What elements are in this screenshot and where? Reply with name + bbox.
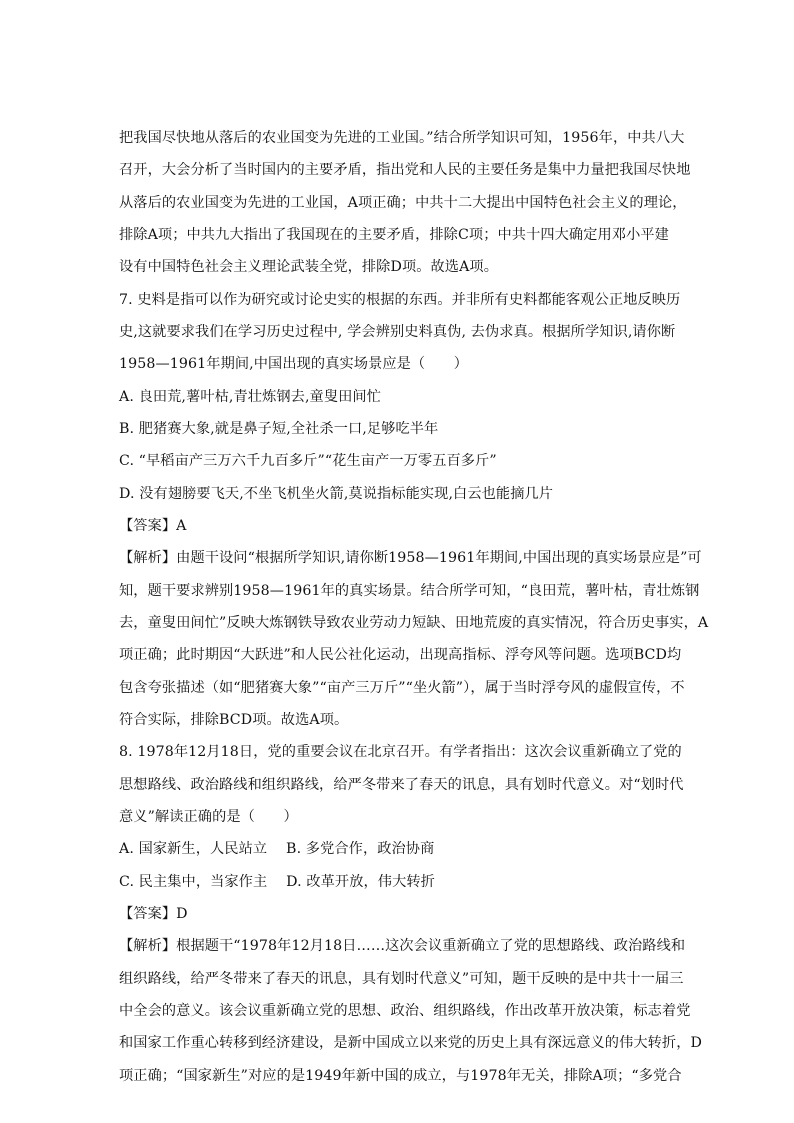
options-a-b: A. 国家新生，人民站立 B. 多党合作，政治协商 <box>119 841 435 857</box>
text-line: 思想路线、政治路线和组织路线，给严冬带来了春天的讯息，具有划时代意义。对“划时代 <box>119 777 684 793</box>
option-d: D. 没有翅膀要飞天,不坐飞机坐火箭,莫说指标能实现,白云也能摘几片 <box>119 486 554 502</box>
text-line: 召开，大会分析了当时国内的主要矛盾，指出党和人民的主要任务是集中力量把我国尽快地 <box>119 162 691 178</box>
answer-8: 【答案】D <box>119 906 188 922</box>
question-7-stem: 7. 史料是指可以作为研究或讨论史实的根据的东西。并非所有史料都能客观公正地反映历 <box>119 292 681 308</box>
option-b: B. 肥猪赛大象,就是鼻子短,全社杀一口,足够吃半年 <box>119 421 439 437</box>
option-c: C. “早稻亩产三万六千九百多斤”“花生亩产一万零五百多斤” <box>119 453 497 469</box>
options-c-d: C. 民主集中，当家作主 D. 改革开放，伟大转折 <box>119 874 435 890</box>
answer-7: 【答案】A <box>119 518 187 534</box>
text-line: 知，题干要求辨别1958—1961年的真实场景。结合所学可知，“良田荒，薯叶枯，青壮炼钢 <box>119 583 700 599</box>
analysis-8: 【解析】根据题干“1978年12月18日……这次会议重新确立了党的思想路线、政治路线和 <box>119 938 686 954</box>
text-line: 设有中国特色社会主义理论武装全党，排除D项。故选A项。 <box>119 259 499 275</box>
text-line: 包含夸张描述（如“肥猪赛大象”“亩产三万斤”“坐火箭”），属于当时浮夸风的虚假宣传，不 <box>119 680 685 696</box>
text-line: 史,这就要求我们在学习历史过程中, 学会辨别史料真伪, 去伪求真。根据所学知识,请你断 <box>119 324 676 340</box>
text-line: 组织路线，给严冬带来了春天的讯息，具有划时代意义”可知，题干反映的是中共十一届三 <box>119 971 684 987</box>
text-line: 项正确；此时期因“大跃进”和人民公社化运动，出现高指标、浮夸风等问题。选项BCD均 <box>119 647 682 663</box>
text-line: 排除A项；中共九大指出了我国现在的主要矛盾，排除C项；中共十四大确定用邓小平建 <box>119 227 669 243</box>
question-8-stem: 8. 1978年12月18日，党的重要会议在北京召开。有学者指出：这次会议重新确立了党的 <box>119 744 682 760</box>
text-line: 从落后的农业国变为先进的工业国，A项正确；中共十二大提出中国特色社会主义的理论， <box>119 195 687 211</box>
text-line: 意义”解读正确的是（ ） <box>119 809 298 825</box>
option-a: A. 良田荒,薯叶枯,青壮炼钢去,童叟田间忙 <box>119 389 381 405</box>
text-line: 把我国尽快地从落后的农业国变为先进的工业国。”结合所学知识可知，1956年，中共八大 <box>119 130 685 146</box>
text-line: 去，童叟田间忙”反映大炼钢铁导致农业劳动力短缺、田地荒废的真实情况，符合历史事实，A <box>119 615 709 631</box>
text-line: 和国家工作重心转移到经济建设，是新中国成立以来党的历史上具有深远意义的伟大转折，D <box>119 1035 702 1051</box>
text-line: 中全会的意义。该会议重新确立党的思想、政治、组织路线，作出改革开放决策，标志着党 <box>119 1003 691 1019</box>
text-line: 项正确；“国家新生”对应的是1949年新中国的成立，与1978年无关，排除A项；“多党合 <box>119 1068 682 1084</box>
analysis-7: 【解析】由题干设问“根据所学知识,请你断1958—1961年期间,中国出现的真实场景应是”可 <box>119 550 702 566</box>
text-line: 符合实际，排除BCD项。故选A项。 <box>119 712 349 728</box>
text-line: 1958—1961年期间,中国出现的真实场景应是（ ） <box>119 356 469 372</box>
